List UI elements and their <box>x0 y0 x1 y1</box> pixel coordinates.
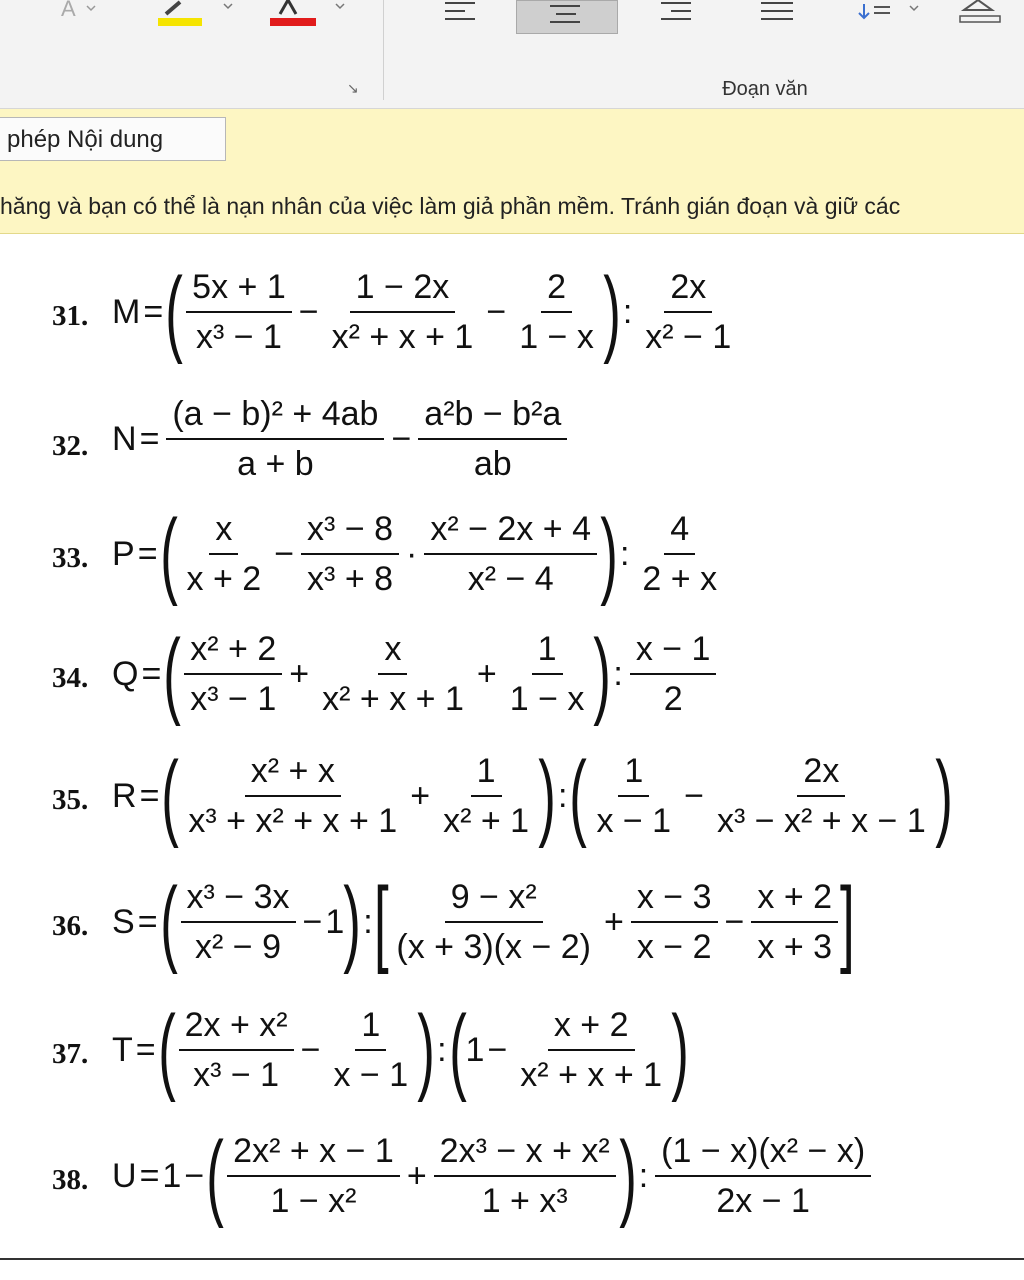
constant: 1 <box>465 1030 485 1069</box>
fraction: $\frac{2x}{\text{x² − 1}}$ <box>645 268 732 356</box>
message-bar-text: hăng và bạn có thể là nạn nhân của việc làm giả phần mềm. Tránh gián đoạn và giữ các <box>0 193 901 219</box>
fraction: $\frac{\text{x² + 2}}{\text{x³ − 1}}$ <box>184 629 282 719</box>
fraction: $\frac{\text{x³ − 8}}{\text{x³ + 8}}$ <box>301 509 399 599</box>
dialog-launcher-icon[interactable]: ↘ <box>347 80 359 96</box>
problem-number: 37. <box>52 1038 89 1070</box>
ribbon-group-label: Đoạn văn <box>722 78 808 100</box>
line-spacing-icon[interactable] <box>850 0 930 30</box>
variable: N <box>112 419 137 458</box>
justify-icon[interactable] <box>756 0 800 30</box>
fraction: $\frac{1}{\text{x² + 1}}$ <box>443 752 530 840</box>
fraction: $\frac{2}{1 - x}$ <box>519 268 594 356</box>
fraction: $\frac{x - 1}{2}$ <box>630 629 717 719</box>
fraction: $\frac{x - 3}{x - 2}$ <box>631 877 718 967</box>
constant: 1 <box>325 902 345 941</box>
align-center-icon[interactable] <box>516 0 618 34</box>
font-color-icon[interactable] <box>266 0 356 30</box>
fraction: $\frac{1}{x - 1}$ <box>596 752 672 840</box>
variable: R <box>112 776 137 815</box>
page-bottom-border <box>0 1258 1024 1260</box>
fraction: $\frac{\text{9 − x²}}{(x + 3)(x - 2)}$ <box>396 878 591 966</box>
fraction: $\frac{\text{(a − b)² + 4ab}}{a + b}$ <box>166 394 384 484</box>
problem-number: 31. <box>52 300 89 332</box>
fraction: $\frac{x}{x + 2}$ <box>186 510 262 598</box>
problem-number: 33. <box>52 542 89 574</box>
fraction: $\frac{x + 2}{x + 3}$ <box>751 877 838 967</box>
fraction: $\frac{\text{2x³ − x + x²}}{\text{1 + x³}}$ <box>434 1131 616 1221</box>
fraction: $\frac{\text{(1 − x)(x² − x)}}{2x - 1}$ <box>655 1131 871 1221</box>
variable: U <box>112 1156 137 1195</box>
fraction: $\frac{x}{\text{x² + x + 1}}$ <box>322 630 464 718</box>
variable: T <box>112 1030 133 1069</box>
fraction: $\frac{\text{x² + x}}{\text{x³ + x² + x + 1}}$ <box>188 752 398 840</box>
fraction: $\frac{2x}{\text{x³ − x² + x − 1}}$ <box>716 752 926 840</box>
fraction: $\frac{1}{1 - x}$ <box>509 630 585 718</box>
problem-number: 34. <box>52 662 89 694</box>
variable: P <box>112 534 135 573</box>
problem-number: 35. <box>52 784 89 816</box>
fraction: $\frac{\text{a²b − b²a}}{ab}$ <box>418 394 567 484</box>
variable: S <box>112 902 135 941</box>
shading-icon[interactable] <box>954 0 1010 30</box>
align-left-icon[interactable] <box>440 0 484 30</box>
align-right-icon[interactable] <box>656 0 700 30</box>
fraction: $\frac{5x + 1}{\text{x³ − 1}}$ <box>186 267 292 357</box>
ribbon <box>0 0 1024 109</box>
variable: Q <box>112 654 139 693</box>
svg-text:A: A <box>61 0 76 21</box>
fraction: $\frac{\text{2x² + x − 1}}{\text{1 − x²}}$ <box>227 1131 400 1221</box>
fraction: $\frac{x + 2}{\text{x² + x + 1}}$ <box>520 1006 663 1094</box>
problem-number: 38. <box>52 1164 89 1196</box>
fraction: $\frac{\text{x³ − 3x}}{\text{x² − 9}}$ <box>181 877 296 967</box>
fraction: $\frac{1}{x - 1}$ <box>333 1006 409 1094</box>
fraction: $\frac{4}{2 + x}$ <box>642 510 718 598</box>
fraction: $\frac{\text{2x + x²}}{\text{x³ − 1}}$ <box>179 1005 294 1095</box>
constant: 1 <box>162 1156 182 1195</box>
enable-content-button[interactable]: phép Nội dung <box>0 117 226 161</box>
highlight-icon[interactable] <box>150 0 240 30</box>
problem-number: 32. <box>52 430 89 462</box>
fraction: $\frac{\text{x² − 2x + 4}}{\text{x² − 4}}$ <box>424 509 597 599</box>
font-size-icon[interactable] <box>52 0 102 30</box>
ribbon-separator <box>383 0 384 100</box>
fraction: $\frac{1 - 2x}{\text{x² + x + 1}}$ <box>331 268 474 356</box>
problem-number: 36. <box>52 910 89 942</box>
document-page: 31. M = ( $\frac{5x + 1}{\text{x³ − 1}}$ − $\frac{1 - 2x}{\text{x² + x + 1}}$ − $\frac{2}{1 - x}$ ) : $\frac{2x}{\text{x² − 1}}$ 32. N = $\frac{\text{(a − b)² + 4ab}}{a + b}$ − $\frac{\text{a²b − b²a}}{ab}$ 33. P = ( $\frac{x}{x + 2}$ − $\frac{\text{x³ − 8}}{\text{x³ + 8}}$ · $\frac{\text{x² − 2x + 4}}{\text{x² − 4}}$ ) : $\frac{4}{2 + x}$ 34. Q = ( $\frac{\text{x² + 2}}{\text{x³ − 1}}$ + $\frac{x}{\text{x² + x + 1}}$ + $\frac{1}{1 - x}$ ) : $\frac{x - 1}{2}$ 35. R = ( $\frac{\text{x² + x}}{\text{x³ + x² + x + 1}}$ + $\frac{1}{\text{x² + 1}}$ ) : ( $\frac{1}{x - 1}$ − $\frac{2x}{\text{x³ − x² + x − 1}}$ ) 36. S = ( $\frac{\text{x³ − 3x}}{\text{x² − 9}}$ − 1 ) : [ $\frac{\text{9 − x²}}{(x + 3)(x - 2)}$ + $\frac{x - 3}{x - 2}$ − $\frac{x + 2}{x + 3}$ ] 37. T = ( $\frac{\text{2x + x²}}{\text{x³ − 1}}$ − $\frac{1}{x - 1}$ ) : ( 1 − $\frac{x + 2}{\text{x² + x + 1}}$ ) 38. U = 1 − ( $\frac{\text{2x² + x − 1}}{\text{1 − x²}}$ + $\frac{\text{2x³ − x + x²}}{\text{1 + x³}}$ ) : $\frac{\text{(1 − x)(x² − x)}}{2x - 1}$ <box>0 234 1024 1280</box>
variable: M <box>112 292 141 331</box>
